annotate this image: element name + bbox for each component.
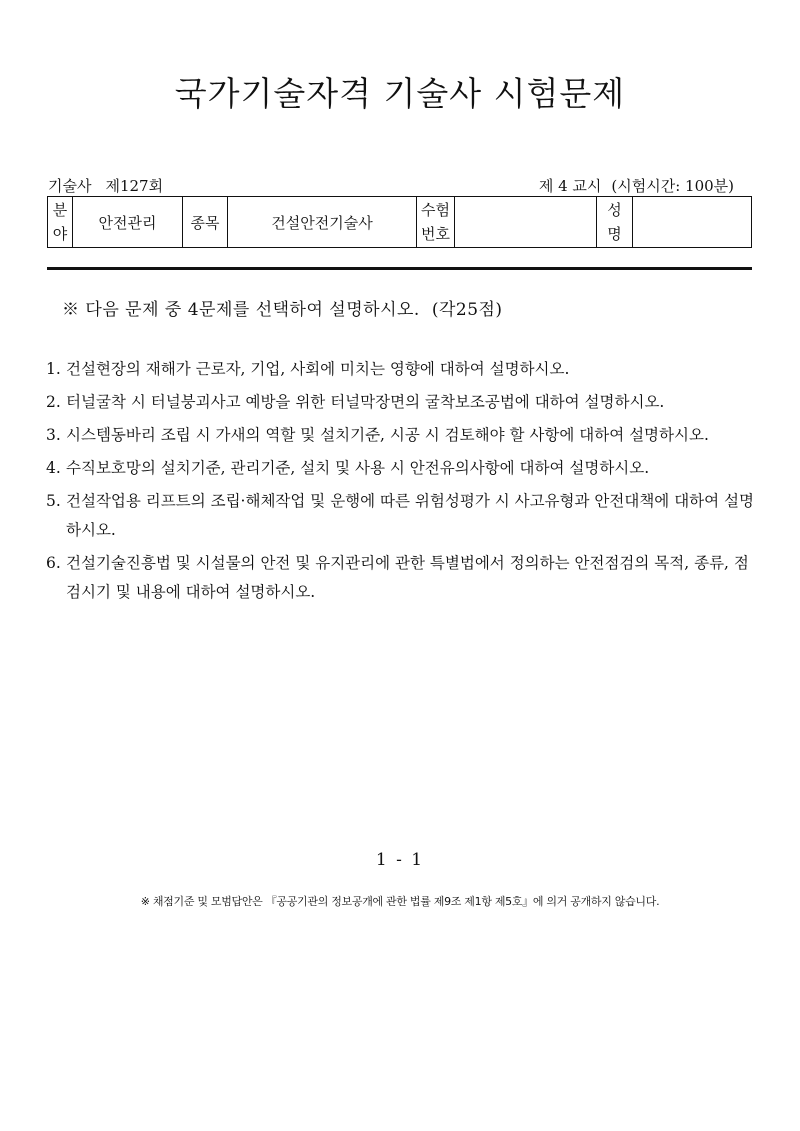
page-number: 1 - 1 xyxy=(375,850,425,870)
question-text: 수직보호망의 설치기준, 관리기준, 설치 및 사용 시 안전유의사항에 대하여 설명하시오. xyxy=(66,459,650,477)
field-value-cell: 안전관리 xyxy=(73,197,183,248)
question-number: 2. xyxy=(46,393,61,411)
name-label-line-1: 성 xyxy=(607,201,622,219)
question-number: 6. xyxy=(46,554,61,572)
exam-no-label-line-1: 수험 xyxy=(421,201,450,219)
name-label-cell xyxy=(597,197,633,248)
exam-period: 제 4 교시 xyxy=(538,177,602,195)
question-text: 건설현장의 재해가 근로자, 기업, 사회에 미치는 영향에 대하여 설명하시오. xyxy=(66,360,570,378)
category-value-cell: 건설안전기술사 xyxy=(228,197,417,248)
exam-no-label-line-2: 번호 xyxy=(421,225,450,243)
exam-title: 국가기술자격 기술사 시험문제 xyxy=(174,74,626,113)
exam-meta-right xyxy=(539,175,734,196)
question-item xyxy=(46,388,758,417)
question-number: 3. xyxy=(46,426,61,444)
instruction-line xyxy=(62,295,503,320)
header-divider xyxy=(47,267,752,270)
name-value-cell[interactable] xyxy=(633,197,752,248)
exam-no-label-cell xyxy=(417,197,455,248)
exam-round: 제127회 xyxy=(105,177,164,195)
question-number: 4. xyxy=(46,459,61,477)
question-item xyxy=(46,355,758,384)
question-number: 5. xyxy=(46,492,61,510)
question-text: 시스템동바리 조립 시 가새의 역할 및 설치기준, 시공 시 검토해야 할 사항에 대하여 설명하시오. xyxy=(66,426,709,444)
disclosure-note: ※ 채점기준 및 모범답안은 『공공기관의 정보공개에 관한 법률 제9조 제1항 제5호』에 의거 공개하지 않습니다. xyxy=(140,895,660,908)
category-label-cell: 종목 xyxy=(183,197,228,248)
question-text: 터널굴착 시 터널붕괴사고 예방을 위한 터널막장면의 굴착보조공법에 대하여 설명하시오. xyxy=(66,393,665,411)
field-label-line-2: 야 xyxy=(52,225,68,243)
instruction-text: ※ 다음 문제 중 4문제를 선택하여 설명하시오. xyxy=(62,300,420,320)
question-item xyxy=(46,454,758,483)
exam-no-value-cell[interactable] xyxy=(455,197,597,248)
question-item xyxy=(46,421,758,450)
field-label-cell xyxy=(48,197,73,248)
question-list xyxy=(46,355,758,611)
name-label-line-2: 명 xyxy=(607,225,622,243)
question-number: 1. xyxy=(46,360,61,378)
question-text: 건설기술진흥법 및 시설물의 안전 및 유지관리에 관한 특별법에서 정의하는 안전점검의 목적, 종류, 점검시기 및 내용에 대하여 설명하시오. xyxy=(66,554,749,601)
question-item xyxy=(46,549,758,607)
field-label-line-1: 분 xyxy=(52,201,68,219)
question-item xyxy=(46,487,758,545)
instruction-points: (각25점) xyxy=(431,300,503,320)
question-text: 건설작업용 리프트의 조립·해체작업 및 운행에 따른 위험성평가 시 사고유형과 안전대책에 대하여 설명하시오. xyxy=(66,492,754,539)
exam-meta-row xyxy=(48,175,752,195)
exam-info-table xyxy=(47,196,752,248)
exam-type: 기술사 xyxy=(48,177,92,195)
exam-duration: (시험시간: 100분) xyxy=(611,177,734,195)
exam-meta-left xyxy=(48,175,163,196)
